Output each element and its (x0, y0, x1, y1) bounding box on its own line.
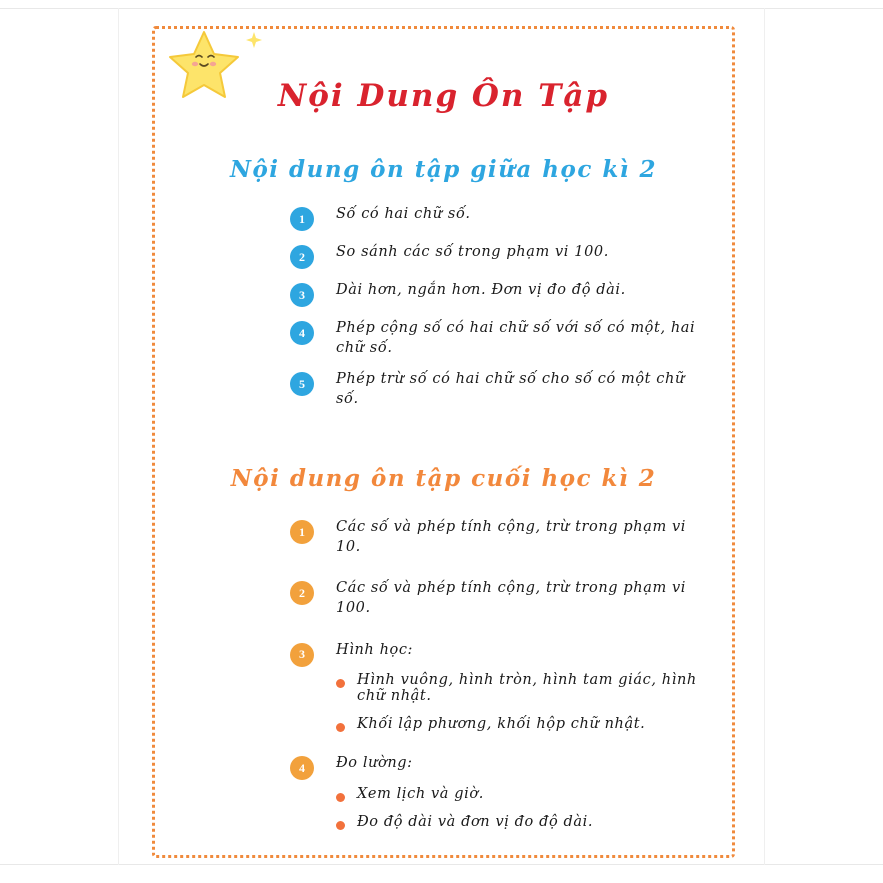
right-margin-rule (764, 8, 765, 865)
sub-item-list (314, 786, 593, 830)
item-text: So sánh các số trong phạm vi 100. (336, 244, 609, 260)
sub-list-item (336, 786, 593, 802)
sub-list-item (336, 814, 593, 830)
list-item (178, 579, 709, 618)
bullet-icon (336, 821, 345, 830)
sub-item-text: Khối lập phương, khối hộp chữ nhật. (357, 716, 646, 733)
sub-item-list (314, 672, 709, 732)
section-item-list (178, 205, 709, 409)
item-number-badge: 2 (290, 581, 314, 605)
sub-item-text: Hình vuông, hình tròn, hình tam giác, hình chữ nhật. (357, 672, 697, 705)
section-item-list (178, 518, 709, 829)
bullet-icon (336, 793, 345, 802)
list-item (178, 754, 709, 830)
item-number-badge: 2 (290, 245, 314, 269)
item-number-badge: 1 (290, 207, 314, 231)
item-text: Phép trừ số có hai chữ số cho số có một chữ số. (336, 371, 685, 407)
item-text: Số có hai chữ số. (336, 206, 471, 222)
document-content (152, 26, 735, 858)
item-text: Các số và phép tính cộng, trừ trong phạm vi 10. (336, 519, 687, 555)
sub-list-item (336, 672, 709, 704)
section-heading: Nội dung ôn tập giữa học kì 2 (229, 156, 658, 183)
list-item (178, 319, 709, 358)
item-number-badge: 5 (290, 372, 314, 396)
item-text: Phép cộng số có hai chữ số với số có một, hai chữ số. (336, 320, 696, 356)
item-text: Dài hơn, ngắn hơn. Đơn vị đo độ dài. (336, 282, 626, 298)
sparkle-icon (246, 32, 262, 48)
list-item (178, 281, 709, 307)
list-item (178, 243, 709, 269)
bottom-divider (0, 864, 883, 865)
bullet-icon (336, 723, 345, 732)
item-number-badge: 4 (290, 756, 314, 780)
page-title: Nội Dung Ôn Tập (277, 78, 610, 114)
sub-item-text: Xem lịch và giờ. (357, 785, 484, 802)
sub-list-item (336, 716, 709, 732)
bullet-icon (336, 679, 345, 688)
list-item (178, 205, 709, 231)
section-final (178, 465, 709, 829)
list-item (178, 641, 709, 733)
list-item (178, 518, 709, 557)
top-divider (0, 8, 883, 9)
section-heading: Nội dung ôn tập cuối học kì 2 (230, 465, 657, 493)
left-margin-rule (118, 8, 119, 865)
item-number-badge: 3 (290, 283, 314, 307)
star-icon (168, 28, 240, 100)
section-midterm (178, 156, 709, 409)
item-number-badge: 1 (290, 520, 314, 544)
item-text: Các số và phép tính cộng, trừ trong phạm vi 100. (336, 580, 687, 616)
item-number-badge: 3 (290, 643, 314, 667)
sub-item-text: Đo độ dài và đơn vị đo độ dài. (357, 813, 594, 830)
item-text: Đo lường: (336, 755, 413, 772)
list-item (178, 370, 709, 409)
item-number-badge: 4 (290, 321, 314, 345)
item-text: Hình học: (336, 641, 414, 658)
